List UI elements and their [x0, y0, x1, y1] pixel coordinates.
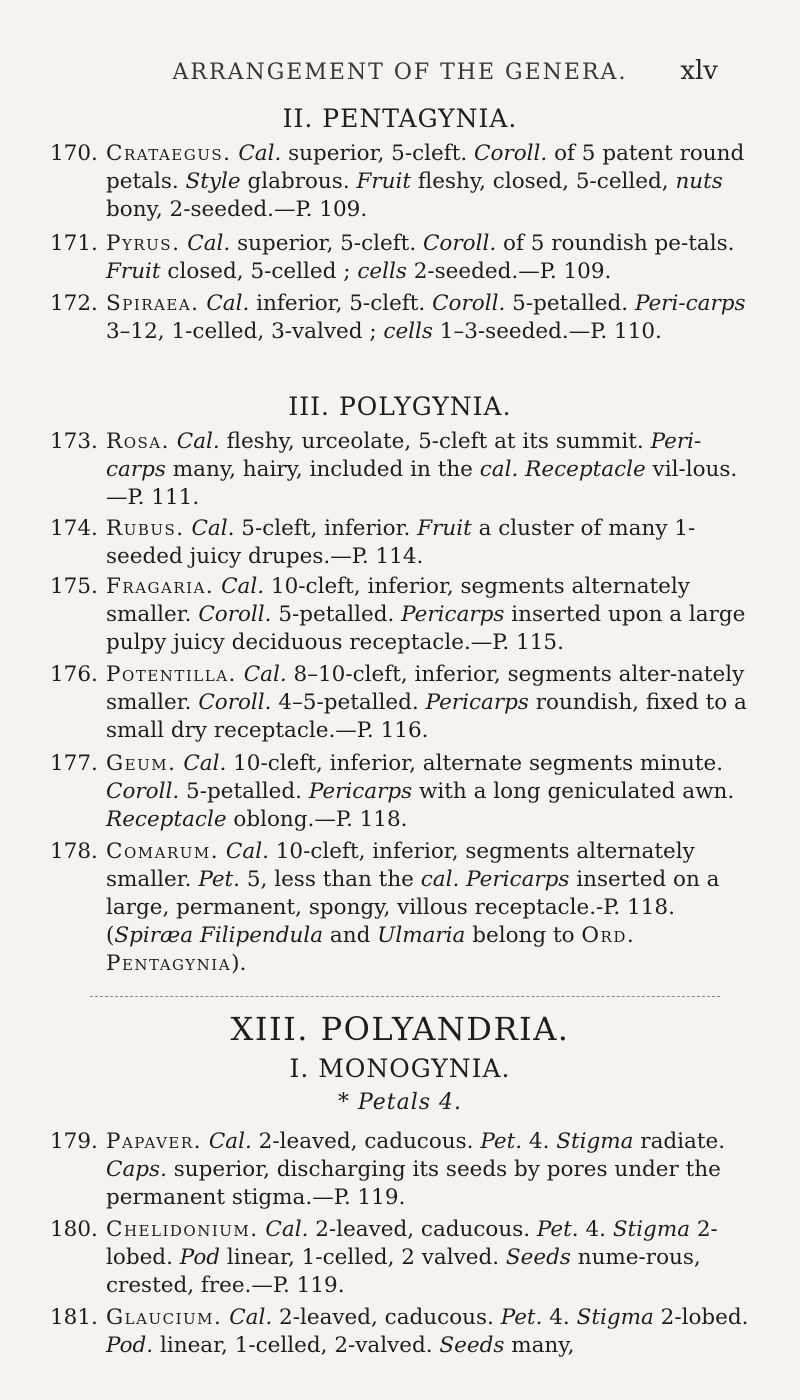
entry-174: 174. Rubus. Cal. 5-cleft, inferior. Fruit a cluster of many 1-seeded juicy drupes.—P. 114. [50, 516, 696, 569]
entry-text-run: 10-cleft, inferior, alternate segments minute. [226, 751, 724, 776]
entry-text-run: Seeds [439, 1333, 505, 1358]
entry-text-run: 5-cleft, inferior. [234, 516, 418, 541]
entry-text-run: radiate. [633, 1129, 726, 1154]
entry-text-run: Cal. [208, 1129, 252, 1154]
entry-176: 176. Potentilla. Cal. 8–10-cleft, inferior, segments alter-nately smaller. Coroll. 4–5-petalled. Pericarps roundish, fixed to a small dry receptacle.—P. 116. [50, 662, 747, 743]
entry-text-run: nuts [675, 169, 723, 194]
entry-text-run: Ulmaria [377, 923, 466, 948]
entry-text-run: Cal. [221, 574, 265, 599]
entry-text-run: Cal. [243, 662, 287, 687]
entry-text-run: cal. [420, 867, 460, 892]
entry-text-run: vil-lous.—P. 111. [106, 457, 738, 510]
entry-text-run: Pericarps [425, 690, 529, 715]
entry-text-run: Pet. [198, 867, 241, 892]
entry-text-run: cal. [479, 457, 519, 482]
entry-text-run: 1–3-seeded.—P. 110. [432, 319, 662, 344]
entry-text-run: 2-leaved, caducous. [308, 1217, 537, 1242]
entry-170: 170. Crataegus. Cal. superior, 5-cleft. Coroll. of 5 patent round petals. Style glabrous. Fruit fleshy, closed, 5-celled, nuts bony, 2-seeded.—P. 109. [50, 141, 745, 222]
entry-text-run: bony, 2-seeded.—P. 109. [106, 197, 368, 222]
entry-text-run: 2-lobed. [653, 1305, 749, 1330]
entry-text-run: Stigma [612, 1217, 691, 1242]
entry-text-run: Coroll. [422, 231, 497, 256]
entry-text-run: many, hairy, included in the [165, 457, 480, 482]
entry-text-run: 5, less than the [240, 867, 421, 892]
entry-text-run: Fruit [106, 259, 161, 284]
entry-173: 173. Rosa. Cal. fleshy, urceolate, 5-cleft at its summit. Peri-carps many, hairy, included in the cal. Receptacle vil-lous.—P. 111. [50, 429, 738, 510]
entry-text-run: Coroll. [198, 690, 272, 715]
entry-text-run: oblong.—P. 118. [226, 807, 408, 832]
entry-text-run: belong to [465, 923, 582, 948]
entry-text-run: nume-rous, crested, free.—P. 119. [106, 1245, 701, 1298]
entry-text-run: Cal. [229, 1305, 273, 1330]
entry-181: 181. Glaucium. Cal. 2-leaved, caducous. Pet. 4. Stigma 2-lobed. Pod. linear, 1-celled, 2-valved. Seeds many, [50, 1305, 749, 1358]
entry-text-run: with a long geniculated awn. [412, 779, 735, 804]
entry-text-run: 5-petalled. [505, 291, 635, 316]
heading-pentagynia: II. PENTAGYNIA. [282, 104, 518, 133]
heading-polyandria: XIII. POLYANDRIA. [230, 1010, 570, 1048]
entry-text-run: Cal. [238, 141, 282, 166]
entry-text-run: Fruit [356, 169, 412, 194]
running-title: ARRANGEMENT OF THE GENERA. [172, 60, 628, 85]
entry-text-run: Cal. [187, 231, 231, 256]
entry-text-run: Pod. [106, 1333, 154, 1358]
entry-text-run: Pet. [536, 1217, 579, 1242]
entry-175: 175. Fragaria. Cal. 10-cleft, inferior, segments alternately smaller. Coroll. 5-petalled. Pericarps inserted upon a large pulpy juicy deciduous receptacle.—P. 115. [50, 574, 746, 655]
entry-text-run: 4. [542, 1305, 577, 1330]
entry-180: 180. Chelidonium. Cal. 2-leaved, caducous. Pet. 4. Stigma 2-lobed. Pod linear, 1-celled, 2 valved. Seeds nume-rous, crested, free.—P. 119. [50, 1217, 718, 1298]
entry-text-run: Fruit [417, 516, 472, 541]
entry-text-run: Peri-carps [634, 291, 746, 316]
entry-text-run: Coroll. [198, 602, 272, 627]
entry-text-run: ). [231, 951, 247, 976]
entry-text-run: Spiræa Filipendula [114, 923, 324, 948]
entry-178: 178. Comarum. Cal. 10-cleft, inferior, segments alternately smaller. Pet. 5, less than the cal. Pericarps inserted on a large, permanent, spongy, villous receptacle.-P. 118. (Spiræa Filipendula and Ulmaria belong to Ord. Pentagynia). [50, 839, 720, 976]
entry-text-run: cells [383, 319, 433, 344]
entry-text-run: Caps. [106, 1157, 167, 1182]
entry-text-run: 3–12, 1-celled, 3-valved ; [106, 319, 384, 344]
entry-text-run: many, [504, 1333, 575, 1358]
entry-text-run: Pod [179, 1245, 221, 1270]
entry-text-run: Pericarps [401, 602, 505, 627]
entry-text-run: of 5 roundish pe-tals. [496, 231, 735, 256]
entry-171: 171. Pyrus. Cal. superior, 5-cleft. Coroll. of 5 roundish pe-tals. Fruit closed, 5-celled ; cells 2-seeded.—P. 109. [50, 231, 735, 284]
entry-text-run: Stigma [556, 1129, 634, 1154]
entry-text-run: Cal. [206, 291, 250, 316]
entry-172: 172. Spiraea. Cal. inferior, 5-cleft. Coroll. 5-petalled. Peri-carps 3–12, 1-celled, 3-valved ; cells 1–3-seeded.—P. 110. [50, 291, 746, 344]
entry-text-run: 10-cleft, inferior, segments alternately smaller. [106, 574, 690, 627]
entry-text-run: 4–5-petalled. [271, 690, 426, 715]
entry-text-run: 10-cleft, inferior, segments alternately smaller. [106, 839, 695, 892]
entry-text-run: a cluster of many 1-seeded juicy drupes.—P. 114. [106, 516, 696, 569]
entry-text-run: closed, 5-celled ; [160, 259, 358, 284]
entry-text-run: 4. [578, 1217, 613, 1242]
entry-text-run: superior, 5-cleft. [281, 141, 475, 166]
entry-text-run: Receptacle [525, 457, 646, 482]
entry-179: 179. Papaver. Cal. 2-leaved, caducous. Pet. 4. Stigma radiate. Caps. superior, discharging its seeds by pores under the permanent stigma.—P. 119. [50, 1129, 726, 1210]
entry-text-run: 5-petalled. [271, 602, 402, 627]
entry-text-run: 5-petalled. [179, 779, 309, 804]
entry-text-run: inferior, 5-cleft. [249, 291, 433, 316]
entry-text-run: Stigma [576, 1305, 654, 1330]
entry-text-run: Style [185, 169, 241, 194]
entry-text-run: Pet. [480, 1129, 523, 1154]
entry-text-run: Peri-carps [106, 429, 702, 482]
entry-text-run: Pet. [500, 1305, 543, 1330]
entry-text-run: Cal. [225, 839, 269, 864]
entry-text-run: Coroll. [474, 141, 548, 166]
entry-text-run: linear, 1-celled, 2 valved. [220, 1245, 506, 1270]
entry-text-run: fleshy, closed, 5-celled, [411, 169, 676, 194]
heading-polygynia: III. POLYGYNIA. [288, 392, 512, 421]
petals-note: * Petals 4. [337, 1090, 463, 1115]
entry-text-run: Cal. [183, 751, 227, 776]
entry-text-run: 2-lobed. [106, 1217, 718, 1270]
entry-text-run: 2-seeded.—P. 109. [406, 259, 612, 284]
entry-text-run: superior, discharging its seeds by pores under the permanent stigma.—P. 119. [106, 1157, 721, 1210]
entry-text-run: fleshy, urceolate, 5-cleft at its summit. [219, 429, 651, 454]
entry-text-run: Ord. Pentagynia [106, 923, 636, 976]
entry-text-run: superior, 5-cleft. [230, 231, 423, 256]
entry-text-run: Seeds [505, 1245, 571, 1270]
entry-text-run: 2-leaved, caducous. [251, 1129, 481, 1154]
entry-text-run: of 5 patent round petals. [106, 141, 745, 194]
entry-text-run: and [323, 923, 378, 948]
entry-text-run: glabrous. [240, 169, 357, 194]
entry-text-run: Pericarps [308, 779, 413, 804]
entry-text-run: Cal. [176, 429, 220, 454]
entry-text-run: roundish, fixed to a small dry receptacle.—P. 116. [106, 690, 747, 743]
heading-monogynia: I. MONOGYNIA. [289, 1054, 511, 1083]
entry-text-run: Cal. [265, 1217, 309, 1242]
entry-text-run: Coroll. [432, 291, 506, 316]
page-number: xlv [680, 56, 718, 86]
entry-text-run: Receptacle [106, 807, 227, 832]
entry-text-run: 2-leaved, caducous. [272, 1305, 501, 1330]
entry-text-run: Pericarps [466, 867, 570, 892]
entry-text-run: inserted on a large, permanent, spongy, villous receptacle.-P. 118. ( [106, 867, 720, 948]
entry-text-run: 4. [522, 1129, 557, 1154]
section-divider [90, 996, 720, 997]
entry-177: 177. Geum. Cal. 10-cleft, inferior, alternate segments minute. Coroll. 5-petalled. Pericarps with a long geniculated awn. Receptacle oblong.—P. 118. [50, 751, 735, 832]
entry-text-run: Coroll. [106, 779, 180, 804]
entry-text-run: Cal. [191, 516, 235, 541]
entry-text-run: cells [357, 259, 407, 284]
entry-text-run: 8–10-cleft, inferior, segments alter-nately smaller. [106, 662, 745, 715]
entry-text-run: linear, 1-celled, 2-valved. [153, 1333, 440, 1358]
entry-text-run: inserted upon a large pulpy juicy deciduous receptacle.—P. 115. [106, 602, 746, 655]
